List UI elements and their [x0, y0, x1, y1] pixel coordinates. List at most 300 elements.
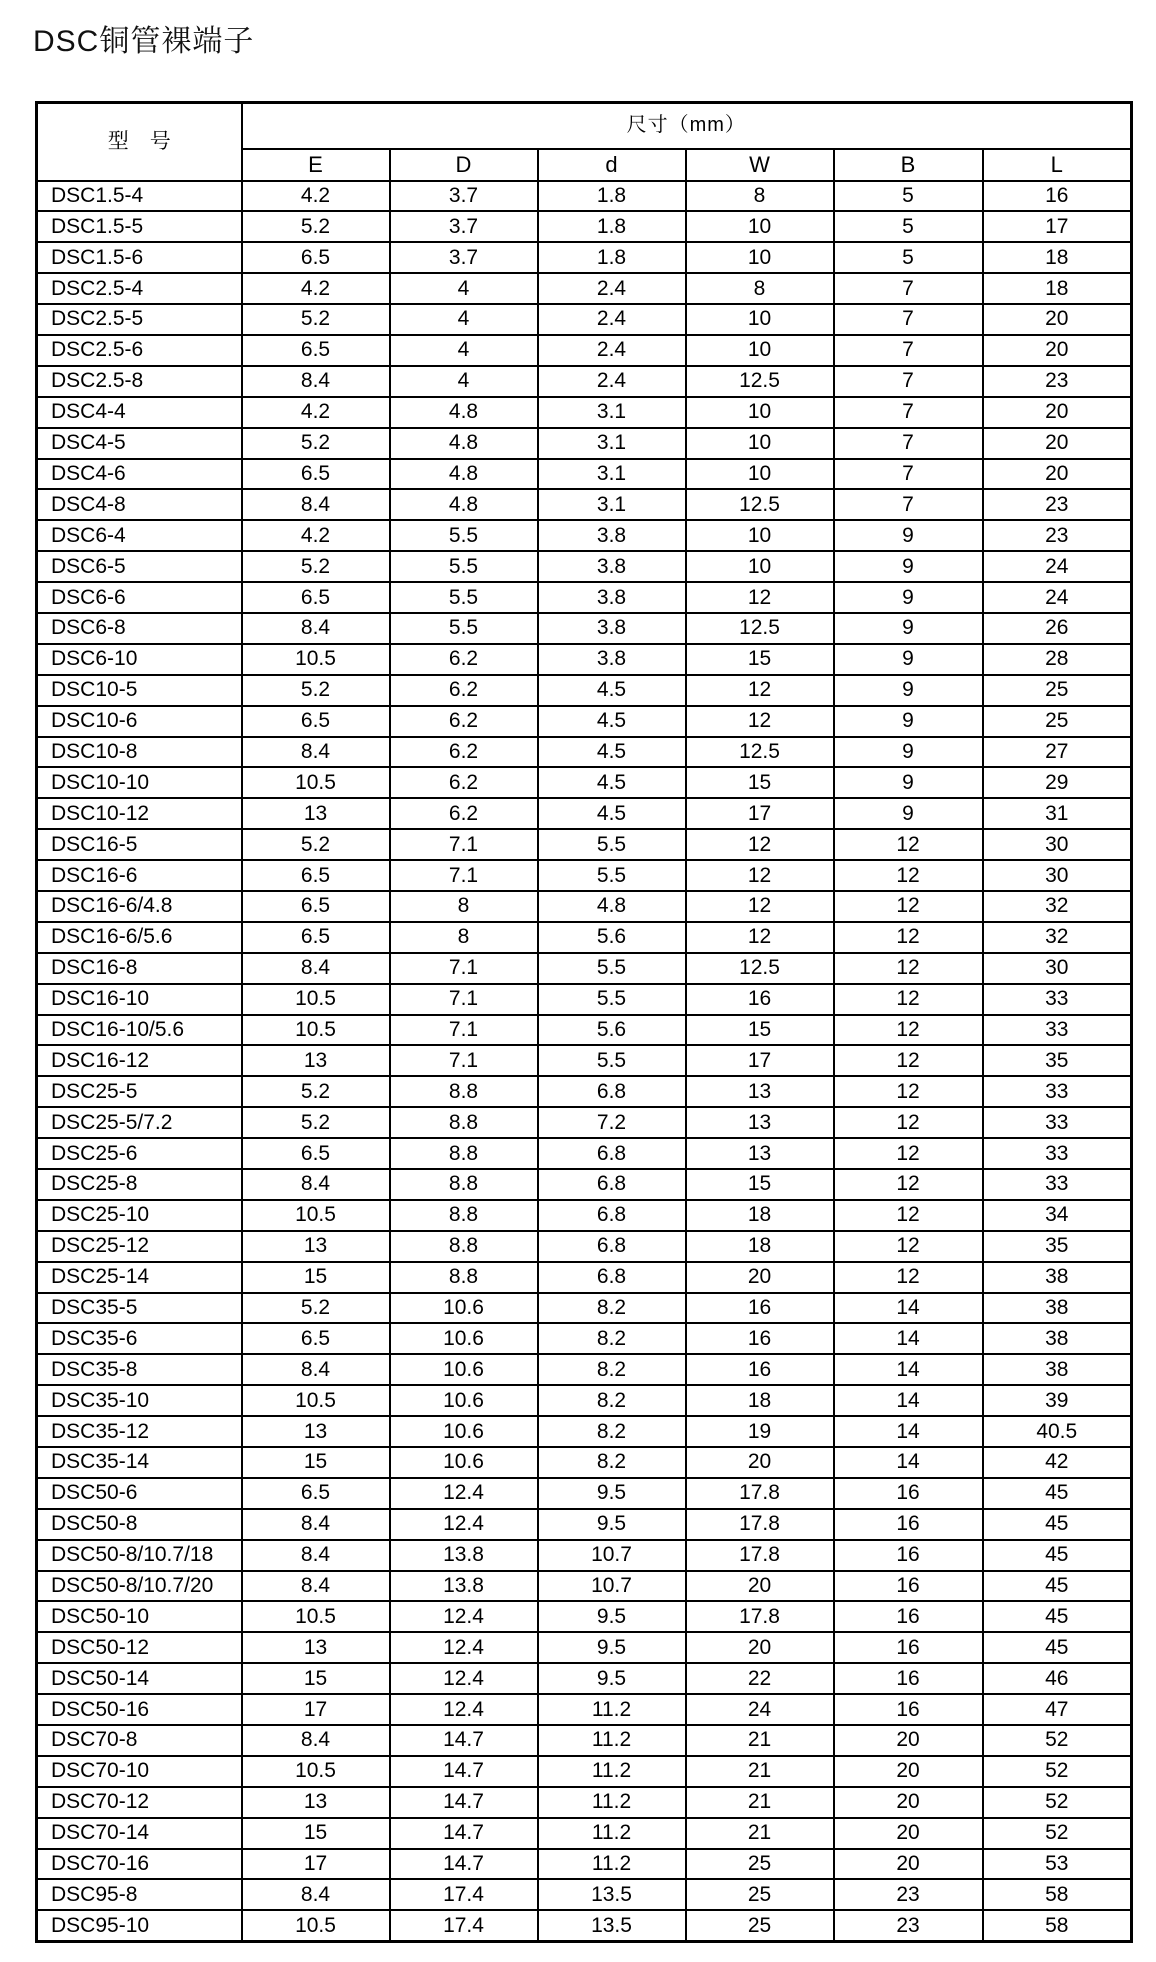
value-cell: 5.5	[390, 520, 538, 551]
value-cell: 25	[686, 1849, 834, 1880]
value-cell: 5.5	[538, 829, 686, 860]
value-cell: 16	[834, 1571, 983, 1602]
model-cell: DSC16-10/5.6	[37, 1015, 242, 1046]
model-cell: DSC16-10	[37, 984, 242, 1015]
value-cell: 8.8	[390, 1138, 538, 1169]
value-cell: 17	[242, 1849, 390, 1880]
value-cell: 23	[983, 489, 1132, 520]
value-cell: 9	[834, 613, 983, 644]
value-cell: 13	[242, 1416, 390, 1447]
value-cell: 28	[983, 644, 1132, 675]
value-cell: 20	[686, 1262, 834, 1293]
value-cell: 25	[983, 675, 1132, 706]
model-cell: DSC35-5	[37, 1293, 242, 1324]
value-cell: 10.6	[390, 1323, 538, 1354]
value-cell: 18	[686, 1231, 834, 1262]
value-cell: 12	[686, 582, 834, 613]
page-title: DSC铜管裸端子	[33, 25, 255, 58]
value-cell: 12	[686, 706, 834, 737]
value-cell: 16	[834, 1478, 983, 1509]
value-cell: 9	[834, 551, 983, 582]
value-cell: 10.5	[242, 644, 390, 675]
table-row	[37, 335, 1132, 366]
value-cell: 1.8	[538, 181, 686, 212]
model-cell: DSC2.5-5	[37, 304, 242, 335]
value-cell: 4	[390, 304, 538, 335]
value-cell: 13	[242, 798, 390, 829]
value-cell: 38	[983, 1323, 1132, 1354]
model-cell: DSC50-16	[37, 1694, 242, 1725]
value-cell: 20	[686, 1447, 834, 1478]
value-cell: 22	[686, 1663, 834, 1694]
table-row	[37, 1107, 1132, 1138]
value-cell: 11.2	[538, 1849, 686, 1880]
value-cell: 20	[983, 459, 1132, 490]
model-cell: DSC70-14	[37, 1818, 242, 1849]
value-cell: 3.7	[390, 211, 538, 242]
value-cell: 17	[983, 211, 1132, 242]
value-cell: 12	[834, 1045, 983, 1076]
value-cell: 4.5	[538, 737, 686, 768]
table-row	[37, 1076, 1132, 1107]
table-row	[37, 1385, 1132, 1416]
value-cell: 16	[834, 1632, 983, 1663]
value-cell: 4.2	[242, 181, 390, 212]
table-row	[37, 459, 1132, 490]
model-cell: DSC10-12	[37, 798, 242, 829]
value-cell: 45	[983, 1478, 1132, 1509]
value-cell: 6.8	[538, 1169, 686, 1200]
table-row	[37, 798, 1132, 829]
value-cell: 1.8	[538, 211, 686, 242]
value-cell: 20	[834, 1725, 983, 1756]
value-cell: 3.8	[538, 613, 686, 644]
table-row	[37, 675, 1132, 706]
value-cell: 8.4	[242, 613, 390, 644]
table-row	[37, 1849, 1132, 1880]
value-cell: 45	[983, 1509, 1132, 1540]
value-cell: 12.5	[686, 489, 834, 520]
value-cell: 5.2	[242, 829, 390, 860]
table-row	[37, 1138, 1132, 1169]
value-cell: 10.7	[538, 1571, 686, 1602]
value-cell: 5.2	[242, 1076, 390, 1107]
model-cell: DSC16-8	[37, 953, 242, 984]
model-cell: DSC35-8	[37, 1354, 242, 1385]
table-row	[37, 181, 1132, 212]
value-cell: 17	[242, 1694, 390, 1725]
value-cell: 7	[834, 273, 983, 304]
value-cell: 3.7	[390, 242, 538, 273]
value-cell: 8.4	[242, 1571, 390, 1602]
value-cell: 24	[983, 551, 1132, 582]
value-cell: 7	[834, 428, 983, 459]
value-cell: 5.5	[538, 984, 686, 1015]
value-cell: 18	[983, 273, 1132, 304]
value-cell: 20	[983, 397, 1132, 428]
table-row	[37, 1200, 1132, 1231]
value-cell: 4.2	[242, 273, 390, 304]
value-cell: 10.5	[242, 1385, 390, 1416]
value-cell: 9.5	[538, 1601, 686, 1632]
value-cell: 10	[686, 520, 834, 551]
value-cell: 5.2	[242, 211, 390, 242]
value-cell: 12	[834, 1076, 983, 1107]
value-cell: 10.6	[390, 1385, 538, 1416]
value-cell: 7.1	[390, 984, 538, 1015]
model-cell: DSC25-14	[37, 1262, 242, 1293]
model-cell: DSC4-4	[37, 397, 242, 428]
value-cell: 12	[686, 922, 834, 953]
value-cell: 13	[242, 1231, 390, 1262]
value-cell: 9	[834, 520, 983, 551]
value-cell: 8.8	[390, 1200, 538, 1231]
value-cell: 6.5	[242, 1138, 390, 1169]
table-row	[37, 1694, 1132, 1725]
value-cell: 6.8	[538, 1138, 686, 1169]
value-cell: 9	[834, 706, 983, 737]
model-cell: DSC50-8/10.7/20	[37, 1571, 242, 1602]
table-body	[37, 181, 1132, 1942]
model-cell: DSC50-8/10.7/18	[37, 1540, 242, 1571]
table-row	[37, 1293, 1132, 1324]
value-cell: 12	[834, 829, 983, 860]
value-cell: 45	[983, 1571, 1132, 1602]
value-cell: 17	[686, 1045, 834, 1076]
model-cell: DSC4-5	[37, 428, 242, 459]
value-cell: 58	[983, 1879, 1132, 1910]
model-cell: DSC10-6	[37, 706, 242, 737]
value-cell: 10	[686, 211, 834, 242]
value-cell: 10.5	[242, 1756, 390, 1787]
value-cell: 7	[834, 459, 983, 490]
value-cell: 46	[983, 1663, 1132, 1694]
value-cell: 9	[834, 737, 983, 768]
value-cell: 35	[983, 1045, 1132, 1076]
value-cell: 8.4	[242, 1725, 390, 1756]
table-row	[37, 737, 1132, 768]
model-cell: DSC25-5	[37, 1076, 242, 1107]
value-cell: 8.4	[242, 1879, 390, 1910]
value-cell: 10.5	[242, 984, 390, 1015]
table-row	[37, 984, 1132, 1015]
model-cell: DSC4-6	[37, 459, 242, 490]
value-cell: 12	[834, 922, 983, 953]
column-header-d: d	[538, 149, 686, 181]
value-cell: 4.5	[538, 798, 686, 829]
value-cell: 33	[983, 1015, 1132, 1046]
model-cell: DSC1.5-4	[37, 181, 242, 212]
value-cell: 10.6	[390, 1354, 538, 1385]
value-cell: 12.4	[390, 1663, 538, 1694]
value-cell: 12	[834, 953, 983, 984]
value-cell: 4.8	[390, 459, 538, 490]
model-cell: DSC6-10	[37, 644, 242, 675]
value-cell: 8.8	[390, 1076, 538, 1107]
value-cell: 14.7	[390, 1756, 538, 1787]
value-cell: 6.8	[538, 1231, 686, 1262]
value-cell: 32	[983, 922, 1132, 953]
table-row	[37, 1787, 1132, 1818]
value-cell: 29	[983, 767, 1132, 798]
value-cell: 30	[983, 829, 1132, 860]
value-cell: 21	[686, 1725, 834, 1756]
model-cell: DSC25-10	[37, 1200, 242, 1231]
table-row	[37, 520, 1132, 551]
value-cell: 13	[242, 1632, 390, 1663]
value-cell: 12	[686, 860, 834, 891]
model-cell: DSC2.5-6	[37, 335, 242, 366]
value-cell: 4.8	[390, 397, 538, 428]
value-cell: 8	[390, 891, 538, 922]
value-cell: 7.1	[390, 829, 538, 860]
value-cell: 14	[834, 1416, 983, 1447]
table-row	[37, 489, 1132, 520]
value-cell: 52	[983, 1787, 1132, 1818]
value-cell: 3.7	[390, 181, 538, 212]
value-cell: 3.1	[538, 459, 686, 490]
value-cell: 16	[686, 1323, 834, 1354]
column-header-model: 型 号	[37, 103, 242, 181]
model-cell: DSC70-10	[37, 1756, 242, 1787]
value-cell: 12	[834, 1200, 983, 1231]
value-cell: 8.8	[390, 1169, 538, 1200]
value-cell: 4.5	[538, 767, 686, 798]
value-cell: 8.8	[390, 1231, 538, 1262]
value-cell: 12.5	[686, 366, 834, 397]
value-cell: 18	[983, 242, 1132, 273]
table-row	[37, 644, 1132, 675]
value-cell: 17.4	[390, 1879, 538, 1910]
table-row	[37, 1509, 1132, 1540]
model-cell: DSC2.5-4	[37, 273, 242, 304]
value-cell: 20	[686, 1632, 834, 1663]
value-cell: 6.2	[390, 644, 538, 675]
value-cell: 10.6	[390, 1447, 538, 1478]
value-cell: 4.2	[242, 397, 390, 428]
value-cell: 11.2	[538, 1725, 686, 1756]
value-cell: 19	[686, 1416, 834, 1447]
value-cell: 14.7	[390, 1787, 538, 1818]
table-row	[37, 891, 1132, 922]
value-cell: 8.4	[242, 1354, 390, 1385]
value-cell: 13.5	[538, 1910, 686, 1941]
table-row	[37, 304, 1132, 335]
value-cell: 3.8	[538, 520, 686, 551]
value-cell: 5.5	[390, 613, 538, 644]
value-cell: 20	[834, 1849, 983, 1880]
table-row	[37, 922, 1132, 953]
value-cell: 9.5	[538, 1663, 686, 1694]
value-cell: 7.1	[390, 860, 538, 891]
value-cell: 8.8	[390, 1107, 538, 1138]
table-row	[37, 397, 1132, 428]
dimension-spec-table	[35, 101, 1133, 1943]
value-cell: 53	[983, 1849, 1132, 1880]
table-row	[37, 582, 1132, 613]
table-row	[37, 1879, 1132, 1910]
value-cell: 7.1	[390, 1045, 538, 1076]
value-cell: 10.5	[242, 1601, 390, 1632]
value-cell: 18	[686, 1385, 834, 1416]
table-row	[37, 953, 1132, 984]
value-cell: 6.5	[242, 891, 390, 922]
value-cell: 10.5	[242, 1910, 390, 1941]
value-cell: 33	[983, 1169, 1132, 1200]
column-header-W: W	[686, 149, 834, 181]
value-cell: 6.5	[242, 1478, 390, 1509]
value-cell: 21	[686, 1787, 834, 1818]
column-header-dimensions-group: 尺寸（mm）	[242, 103, 1132, 149]
value-cell: 3.8	[538, 551, 686, 582]
header-group-row	[37, 103, 1132, 149]
value-cell: 8.2	[538, 1323, 686, 1354]
value-cell: 40.5	[983, 1416, 1132, 1447]
model-cell: DSC95-10	[37, 1910, 242, 1941]
value-cell: 52	[983, 1725, 1132, 1756]
table-row	[37, 1910, 1132, 1941]
value-cell: 13.8	[390, 1540, 538, 1571]
value-cell: 20	[983, 428, 1132, 459]
value-cell: 6.2	[390, 798, 538, 829]
value-cell: 11.2	[538, 1694, 686, 1725]
value-cell: 5.2	[242, 675, 390, 706]
value-cell: 16	[834, 1663, 983, 1694]
value-cell: 6.8	[538, 1200, 686, 1231]
value-cell: 12	[834, 1231, 983, 1262]
value-cell: 6.2	[390, 675, 538, 706]
value-cell: 6.2	[390, 767, 538, 798]
value-cell: 2.4	[538, 366, 686, 397]
value-cell: 6.5	[242, 706, 390, 737]
table-row	[37, 1725, 1132, 1756]
value-cell: 33	[983, 1138, 1132, 1169]
value-cell: 14	[834, 1385, 983, 1416]
value-cell: 42	[983, 1447, 1132, 1478]
value-cell: 31	[983, 798, 1132, 829]
value-cell: 24	[983, 582, 1132, 613]
value-cell: 8.4	[242, 1509, 390, 1540]
table-row	[37, 860, 1132, 891]
model-cell: DSC10-8	[37, 737, 242, 768]
value-cell: 12.4	[390, 1478, 538, 1509]
value-cell: 16	[834, 1540, 983, 1571]
value-cell: 6.5	[242, 860, 390, 891]
value-cell: 33	[983, 1107, 1132, 1138]
table-row	[37, 366, 1132, 397]
value-cell: 45	[983, 1632, 1132, 1663]
value-cell: 14	[834, 1323, 983, 1354]
value-cell: 14	[834, 1447, 983, 1478]
value-cell: 23	[983, 520, 1132, 551]
table-row	[37, 829, 1132, 860]
table-row	[37, 767, 1132, 798]
table-header	[37, 103, 1132, 181]
value-cell: 10	[686, 335, 834, 366]
value-cell: 13	[686, 1138, 834, 1169]
value-cell: 9	[834, 675, 983, 706]
table-row	[37, 428, 1132, 459]
value-cell: 5.5	[538, 1045, 686, 1076]
model-cell: DSC25-12	[37, 1231, 242, 1262]
model-cell: DSC25-6	[37, 1138, 242, 1169]
value-cell: 8.4	[242, 1169, 390, 1200]
table-row	[37, 1478, 1132, 1509]
value-cell: 11.2	[538, 1787, 686, 1818]
value-cell: 30	[983, 860, 1132, 891]
value-cell: 12	[834, 860, 983, 891]
table-row	[37, 1540, 1132, 1571]
value-cell: 30	[983, 953, 1132, 984]
value-cell: 9	[834, 582, 983, 613]
table-row	[37, 1756, 1132, 1787]
value-cell: 6.5	[242, 922, 390, 953]
value-cell: 6.5	[242, 1323, 390, 1354]
value-cell: 35	[983, 1231, 1132, 1262]
value-cell: 12	[834, 1107, 983, 1138]
value-cell: 15	[242, 1262, 390, 1293]
model-cell: DSC10-10	[37, 767, 242, 798]
model-cell: DSC16-6	[37, 860, 242, 891]
value-cell: 8.4	[242, 737, 390, 768]
value-cell: 4	[390, 273, 538, 304]
value-cell: 7.1	[390, 953, 538, 984]
value-cell: 10	[686, 304, 834, 335]
value-cell: 3.1	[538, 428, 686, 459]
value-cell: 10	[686, 551, 834, 582]
value-cell: 12.4	[390, 1632, 538, 1663]
value-cell: 6.8	[538, 1076, 686, 1107]
value-cell: 26	[983, 613, 1132, 644]
value-cell: 33	[983, 984, 1132, 1015]
table-row	[37, 242, 1132, 273]
value-cell: 12	[834, 1138, 983, 1169]
value-cell: 17.4	[390, 1910, 538, 1941]
value-cell: 25	[983, 706, 1132, 737]
value-cell: 20	[834, 1787, 983, 1818]
table-row	[37, 1045, 1132, 1076]
value-cell: 13	[686, 1076, 834, 1107]
value-cell: 5.6	[538, 922, 686, 953]
model-cell: DSC6-5	[37, 551, 242, 582]
table-row	[37, 1818, 1132, 1849]
value-cell: 8.2	[538, 1416, 686, 1447]
value-cell: 4.8	[538, 891, 686, 922]
value-cell: 17.8	[686, 1509, 834, 1540]
value-cell: 8	[686, 181, 834, 212]
value-cell: 9	[834, 644, 983, 675]
value-cell: 12.4	[390, 1509, 538, 1540]
table-row	[37, 1663, 1132, 1694]
value-cell: 16	[686, 984, 834, 1015]
value-cell: 5.2	[242, 1107, 390, 1138]
value-cell: 8.8	[390, 1262, 538, 1293]
table-row	[37, 1015, 1132, 1046]
value-cell: 12	[834, 984, 983, 1015]
value-cell: 12.4	[390, 1694, 538, 1725]
value-cell: 10	[686, 459, 834, 490]
value-cell: 13	[242, 1045, 390, 1076]
value-cell: 5.5	[390, 582, 538, 613]
model-cell: DSC70-12	[37, 1787, 242, 1818]
value-cell: 13	[686, 1107, 834, 1138]
value-cell: 7	[834, 304, 983, 335]
value-cell: 5.5	[538, 953, 686, 984]
value-cell: 8	[390, 922, 538, 953]
value-cell: 12	[834, 1015, 983, 1046]
value-cell: 12	[686, 829, 834, 860]
value-cell: 6.8	[538, 1262, 686, 1293]
